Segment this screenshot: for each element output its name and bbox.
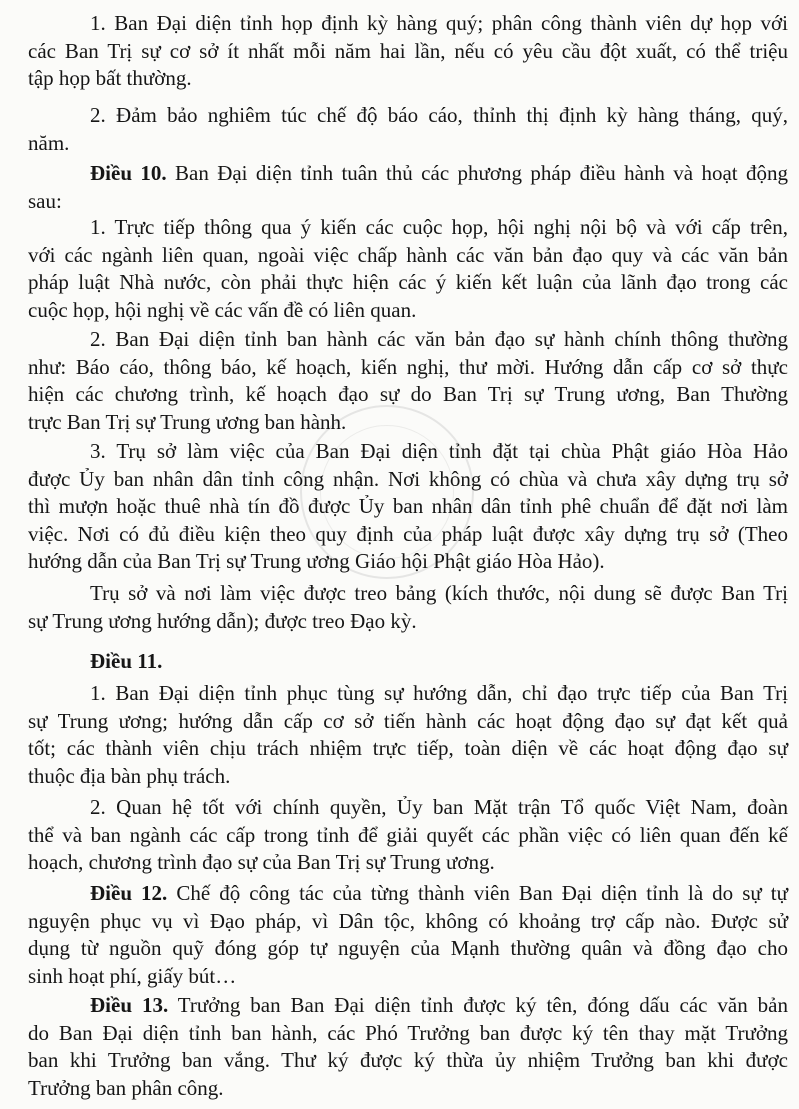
text-line: 1. Trực tiếp thông qua ý kiến các cuộc họp, hội nghị nội bộ và với cấp trên, — [90, 215, 788, 239]
text-line: như: Báo cáo, thông báo, kế hoạch, kiến nghị, thư mời. Hướng dẫn cấp cơ sở thực — [28, 354, 788, 379]
text-line: 3. Trụ sở làm việc của Ban Đại diện tỉnh đặt tại chùa Phật giáo Hòa Hảo — [90, 439, 788, 463]
text-line: trực Ban Trị sự Trung ương ban hành. — [28, 409, 347, 434]
text-line: sinh hoạt phí, giấy bút… — [28, 963, 237, 988]
text-line: dụng từ nguồn quỹ đóng góp tự nguyện của Mạnh thường quân và đồng đạo cho — [28, 936, 788, 960]
text-line: hoạch, chương trình đạo sự của Ban Trị sự Trung ương. — [28, 850, 495, 874]
text-line: do Ban Đại diện tỉnh ban hành, các Phó Trưởng ban được ký tên thay mặt Trưởng — [28, 1020, 788, 1045]
text-line: 1. Ban Đại diện tỉnh họp định kỳ hàng quý; phân công thành viên dự họp với — [90, 11, 788, 35]
article-13 — [28, 992, 788, 1102]
text-line: việc. Nơi có đủ điều kiện theo quy định của pháp luật được xây dựng trụ sở (Theo — [28, 521, 788, 546]
text-line: thuộc địa bàn phụ trách. — [28, 763, 231, 788]
text-line: sự Trung ương; hướng dẫn cấp cơ sở tiến hành các hoạt động đạo sự đạt kết quả — [28, 708, 788, 733]
text-line: nguyện phục vụ vì Đạo pháp, vì Dân tộc, không có khoảng trợ cấp nào. Được sử — [28, 908, 788, 933]
text-line: 1. Ban Đại diện tỉnh phục tùng sự hướng dẫn, chỉ đạo trực tiếp của Ban Trị — [90, 681, 788, 705]
text-line: hiện các chương trình, kế hoạch đạo sự do Ban Trị sự Trung ương, Ban Thường — [28, 382, 788, 406]
text-line: pháp luật Nhà nước, còn phải thực hiện các ý kiến kết luận của lãnh đạo trong các — [28, 270, 788, 294]
text-run: Trưởng ban Ban Đại diện tỉnh được ký tên, đóng dấu các văn bản — [168, 993, 789, 1017]
text-line: 2. Đảm bảo nghiêm túc chế độ báo cáo, thỉnh thị định kỳ hàng tháng, quý, — [90, 103, 788, 127]
text-line: 2. Ban Đại diện tỉnh ban hành các văn bản đạo sự hành chính thông thường — [90, 327, 788, 351]
text-run: Ban Đại diện tỉnh tuân thủ các phương pháp điều hành và hoạt động — [166, 161, 789, 185]
text-line: thể và ban ngành các cấp trong tỉnh để giải quyết các phần việc có liên quan đến kế — [28, 822, 788, 847]
text-line: hướng dẫn của Ban Trị sự Trung ương Giáo hội Phật giáo Hòa Hảo). — [28, 549, 605, 573]
text-line: được Ủy ban nhân dân tỉnh công nhận. Nơi không có chùa và chưa xây dựng trụ sở — [28, 466, 788, 491]
paragraph-5 — [28, 326, 788, 436]
text-line: thì mượn hoặc thuê nhà tín đồ được Ủy ban nhân dân tỉnh phê chuẩn để đặt nơi làm — [28, 494, 788, 518]
article-10 — [28, 160, 788, 215]
article-label: Điều 12. — [90, 881, 168, 905]
text-line: năm. — [28, 130, 70, 155]
text-run: Chế độ công tác của từng thành viên Ban Đại diện tỉnh là do sự tự — [167, 881, 789, 905]
text-line: ban khi Trưởng ban vắng. Thư ký được ký thừa ủy nhiệm Trưởng ban khi được — [28, 1048, 788, 1072]
paragraph-2 — [28, 102, 788, 157]
text-line — [28, 880, 788, 908]
article-label: Điều 10. — [90, 161, 167, 185]
article-12 — [28, 880, 788, 990]
paragraph-7 — [28, 580, 788, 635]
text-line: Trưởng ban phân công. — [28, 1075, 224, 1100]
paragraph-8 — [28, 680, 788, 790]
text-line: với các ngành liên quan, ngoài việc chấp hành các văn bản đạo quy và các văn bản — [28, 242, 788, 267]
article-label: Điều 13. — [90, 993, 169, 1017]
text-line: 2. Quan hệ tốt với chính quyền, Ủy ban Mặt trận Tổ quốc Việt Nam, đoàn — [90, 795, 788, 819]
text-line: cuộc họp, hội nghị về các vấn đề có liên quan. — [28, 297, 417, 322]
paragraph-4 — [28, 214, 788, 324]
text-line: các Ban Trị sự cơ sở ít nhất mỗi năm hai lần, nếu có yêu cầu đột xuất, có thể triệu — [28, 38, 788, 63]
text-line — [28, 992, 788, 1020]
paragraph-1 — [28, 10, 788, 93]
text-line: tốt; các thành viên chịu trách nhiệm trực tiếp, toàn diện về các hoạt động đạo sự — [28, 736, 788, 760]
text-line: tập họp bất thường. — [28, 66, 192, 90]
article-11-heading: Điều 11. — [90, 649, 163, 673]
paragraph-9 — [28, 794, 788, 877]
text-line: sau: — [28, 188, 62, 213]
text-line: sự Trung ương hướng dẫn); được treo Đạo kỳ. — [28, 608, 417, 633]
text-line: Trụ sở và nơi làm việc được treo bảng (kích thước, nội dung sẽ được Ban Trị — [90, 581, 788, 605]
text-line — [28, 160, 788, 188]
paragraph-6 — [28, 438, 788, 576]
